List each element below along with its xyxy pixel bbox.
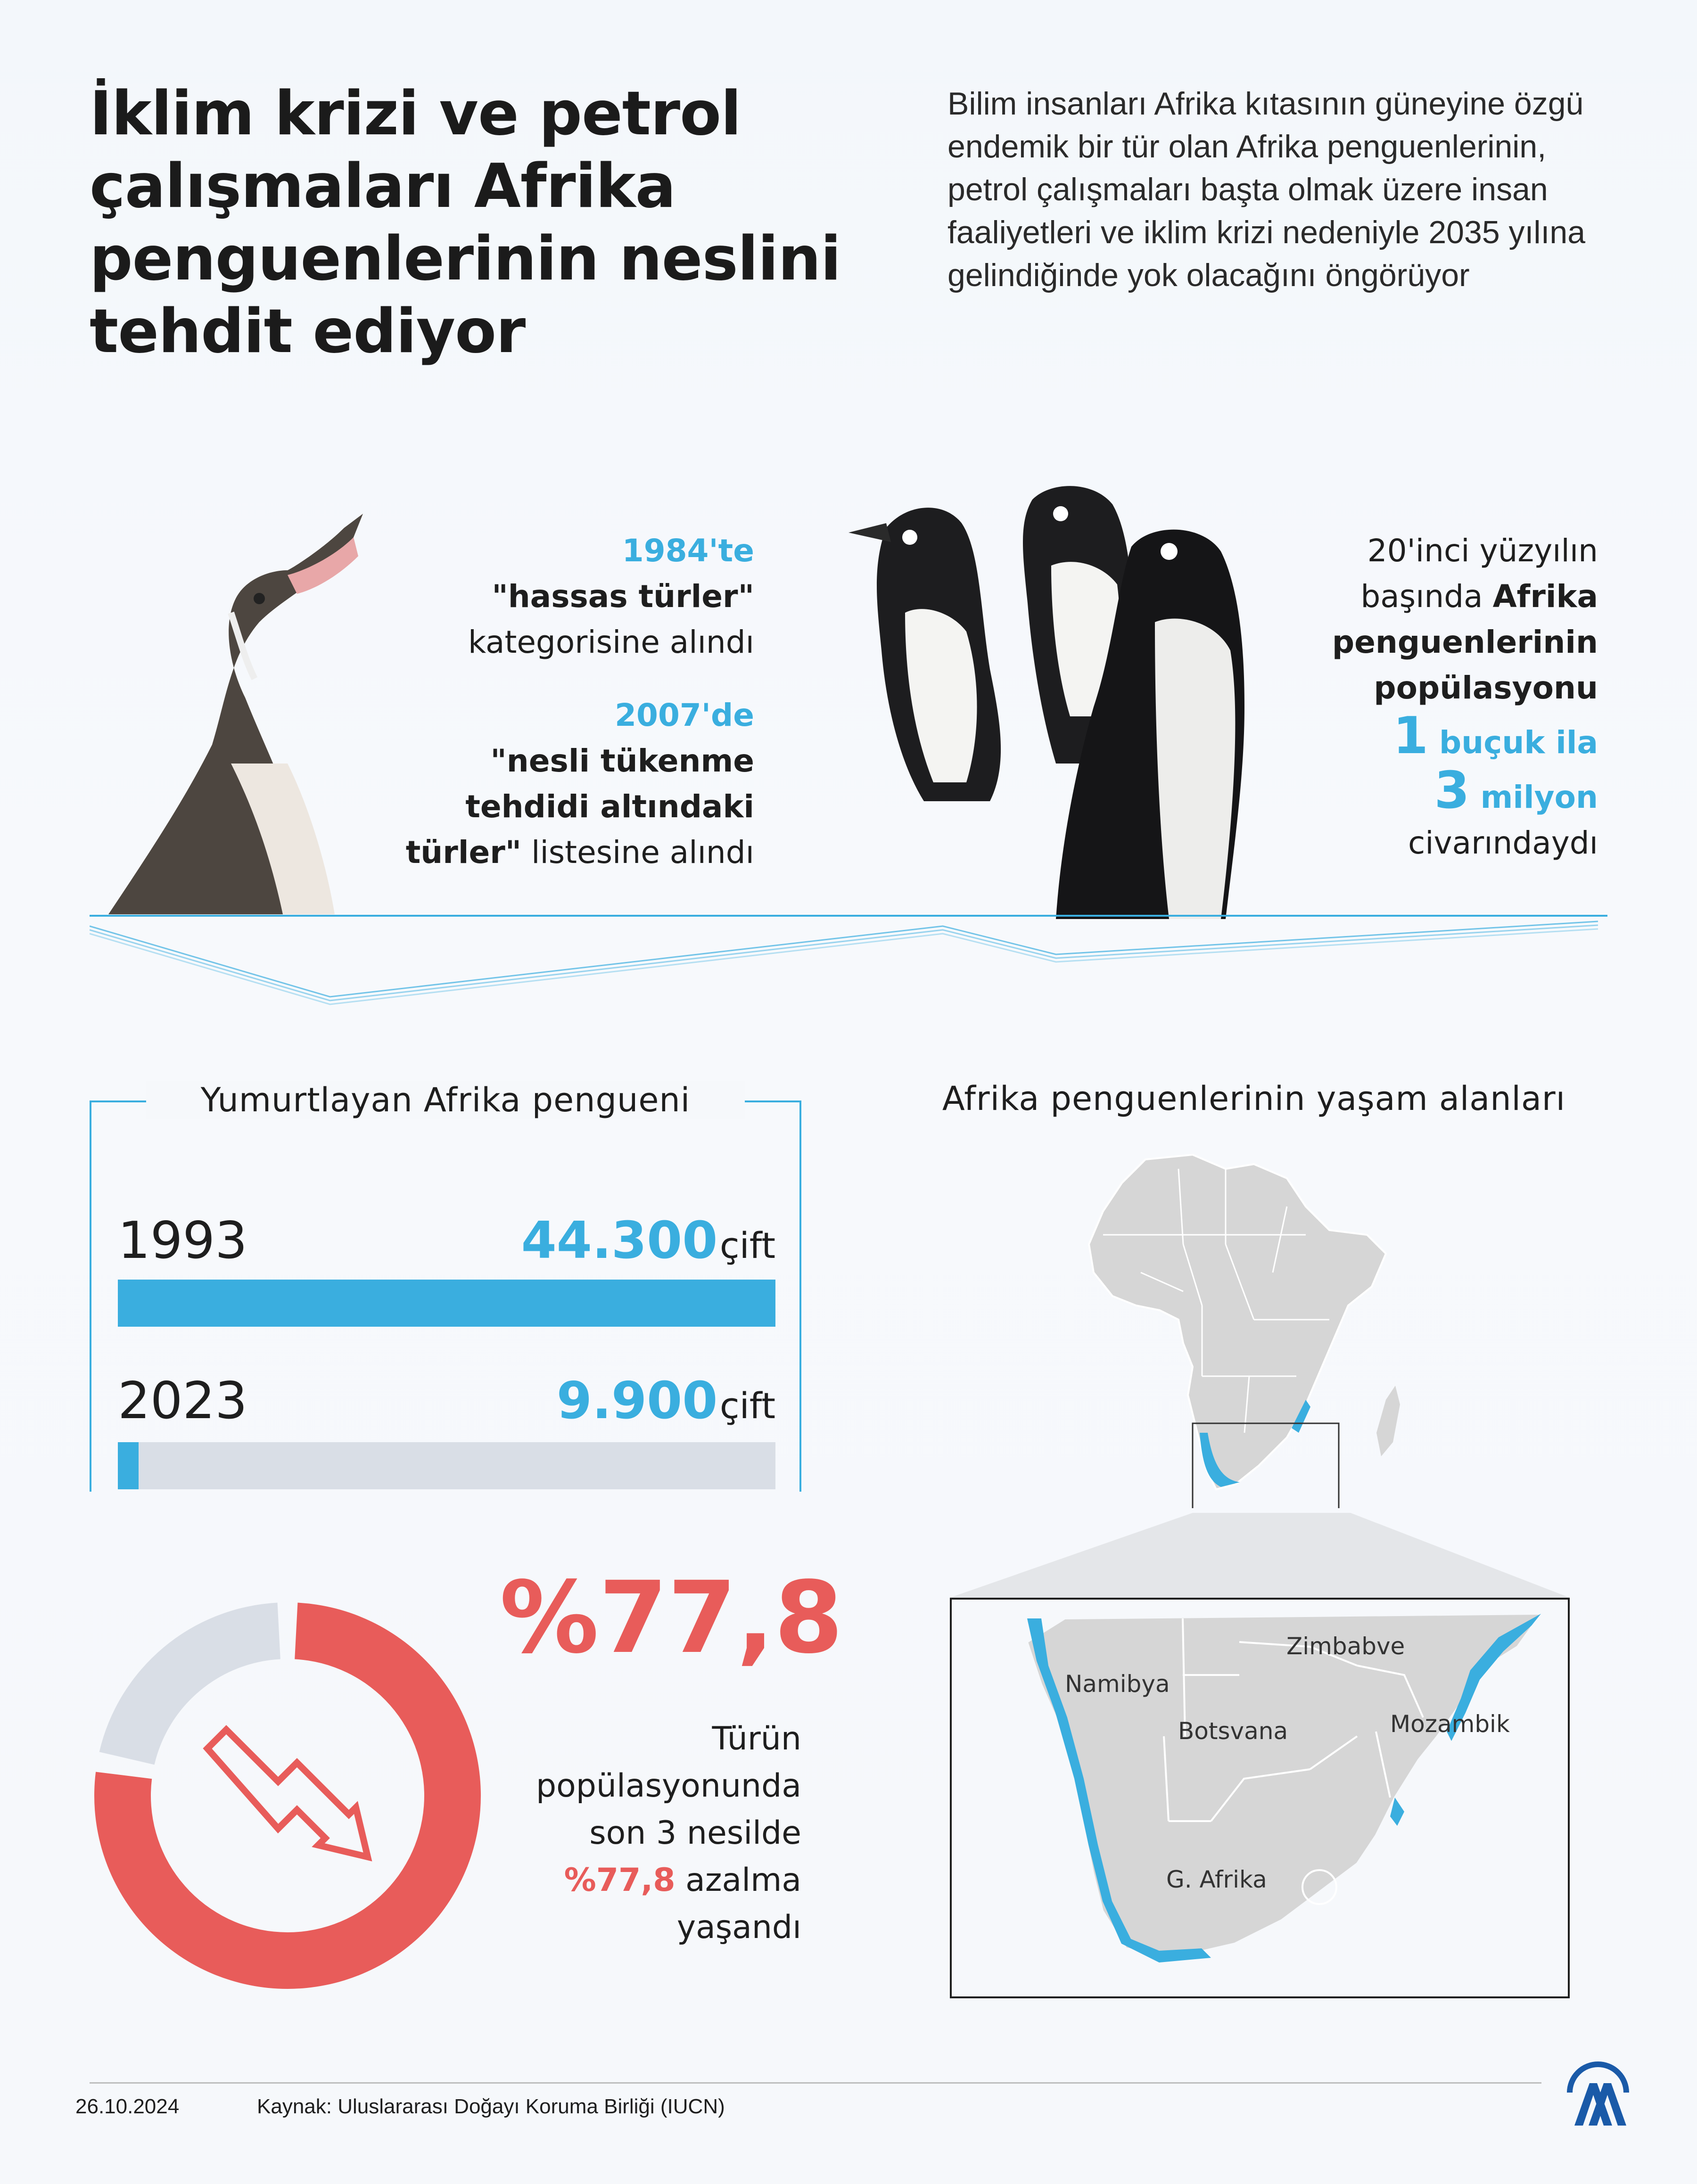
pop-num2-rest: milyon — [1480, 779, 1598, 815]
decline-text5: yaşandı — [676, 1909, 801, 1946]
donut-remaining-segment — [99, 1603, 280, 1765]
eggs-row1-value: 44.300 — [521, 1211, 718, 1270]
eggs-row2-value-group — [424, 1371, 775, 1430]
pop-line2a: başında — [1360, 578, 1483, 615]
eggs-title: Yumurtlayan Afrika pengueni — [146, 1081, 745, 1119]
pop-line3: penguenlerinin — [1332, 624, 1598, 660]
footer-source: Kaynak: Uluslararası Doğayı Koruma Birliği (IUCN) — [257, 2095, 725, 2118]
fact1-year: 1984'te — [622, 533, 754, 569]
eggs-row1-bar-track — [118, 1280, 775, 1327]
eggs-row2-bar-track — [118, 1442, 775, 1489]
three-penguins-illustration — [830, 471, 1277, 919]
eggs-row2-value: 9.900 — [556, 1371, 718, 1430]
pop-line7: civarındaydı — [1408, 825, 1598, 861]
pop-line4: popülasyonu — [1374, 670, 1598, 706]
eggs-row1-bar — [118, 1280, 775, 1327]
wave-divider — [90, 912, 1607, 1006]
map-title: Afrika penguenlerinin yaşam alanları — [942, 1079, 1566, 1118]
fact1-category: "hassas türler" — [492, 578, 754, 615]
eggs-row2-unit: çift — [719, 1385, 775, 1427]
fact2-year: 2007'de — [615, 697, 754, 733]
decline-text3: son 3 nesilde — [589, 1815, 801, 1852]
label-zimbabwe: Zimbabve — [1286, 1633, 1405, 1660]
eggs-row2-year: 2023 — [118, 1371, 247, 1430]
pop-line2b: Afrika — [1492, 578, 1598, 615]
eggs-row1-unit: çift — [719, 1224, 775, 1266]
eggs-row2-bar — [118, 1442, 139, 1489]
southern-africa-zoom — [950, 1598, 1570, 1998]
calling-penguin-illustration — [90, 500, 372, 919]
label-mozambique: Mozambik — [1390, 1710, 1510, 1738]
status-facts — [387, 528, 754, 875]
footer-divider — [90, 2082, 1541, 2084]
decline-text — [462, 1716, 801, 1951]
decline-percent: %77,8 — [500, 1560, 843, 1675]
aa-logo-icon — [1560, 2060, 1636, 2130]
down-trend-arrow-icon — [207, 1730, 368, 1857]
fact2-line3: türler" — [405, 834, 522, 870]
decline-text1: Türün — [712, 1720, 801, 1757]
pop-line1: 20'inci yüzyılın — [1367, 533, 1598, 569]
footer-date: 26.10.2024 — [75, 2095, 180, 2118]
page-title: İklim krizi ve petrol çalışmaları Afrika penguenlerinin neslini tehdit ediyor — [90, 79, 841, 367]
label-botswana: Botsvana — [1178, 1717, 1288, 1745]
pop-num2: 3 — [1434, 761, 1470, 820]
fact2-rest: listesine alındı — [531, 834, 754, 870]
historic-population — [1273, 528, 1598, 866]
intro-paragraph: Bilim insanları Afrika kıtasının güneyine özgü endemik bir tür olan Afrika penguenlerinin, petrol çalışmaları başta olmak üzere insan faaliyetleri ve iklim krizi nedeniyle 2035 yılına gelindiğinde yok olacağını öngörüyor — [947, 86, 1586, 293]
fact2-line2: tehdidi altındaki — [465, 788, 754, 825]
pop-num1: 1 — [1392, 706, 1429, 765]
eggs-row1-value-group — [424, 1211, 775, 1270]
fact2-line1: "nesli tükenme — [490, 743, 754, 779]
decline-text4-rest: azalma — [685, 1862, 801, 1899]
fact1-rest: kategorisine alındı — [468, 624, 754, 660]
southern-africa-map — [952, 1600, 1570, 1998]
pop-num1-rest: buçuk ila — [1439, 724, 1598, 761]
decline-donut — [85, 1593, 490, 1998]
africa-map — [1084, 1150, 1414, 1508]
decline-text4-pct: %77,8 — [564, 1862, 676, 1899]
eggs-row1-year: 1993 — [118, 1211, 247, 1270]
label-south-africa: G. Afrika — [1166, 1866, 1267, 1893]
decline-text2: popülasyonunda — [536, 1767, 801, 1805]
zoom-connector — [950, 1508, 1570, 1602]
label-namibia: Namibya — [1065, 1670, 1170, 1698]
